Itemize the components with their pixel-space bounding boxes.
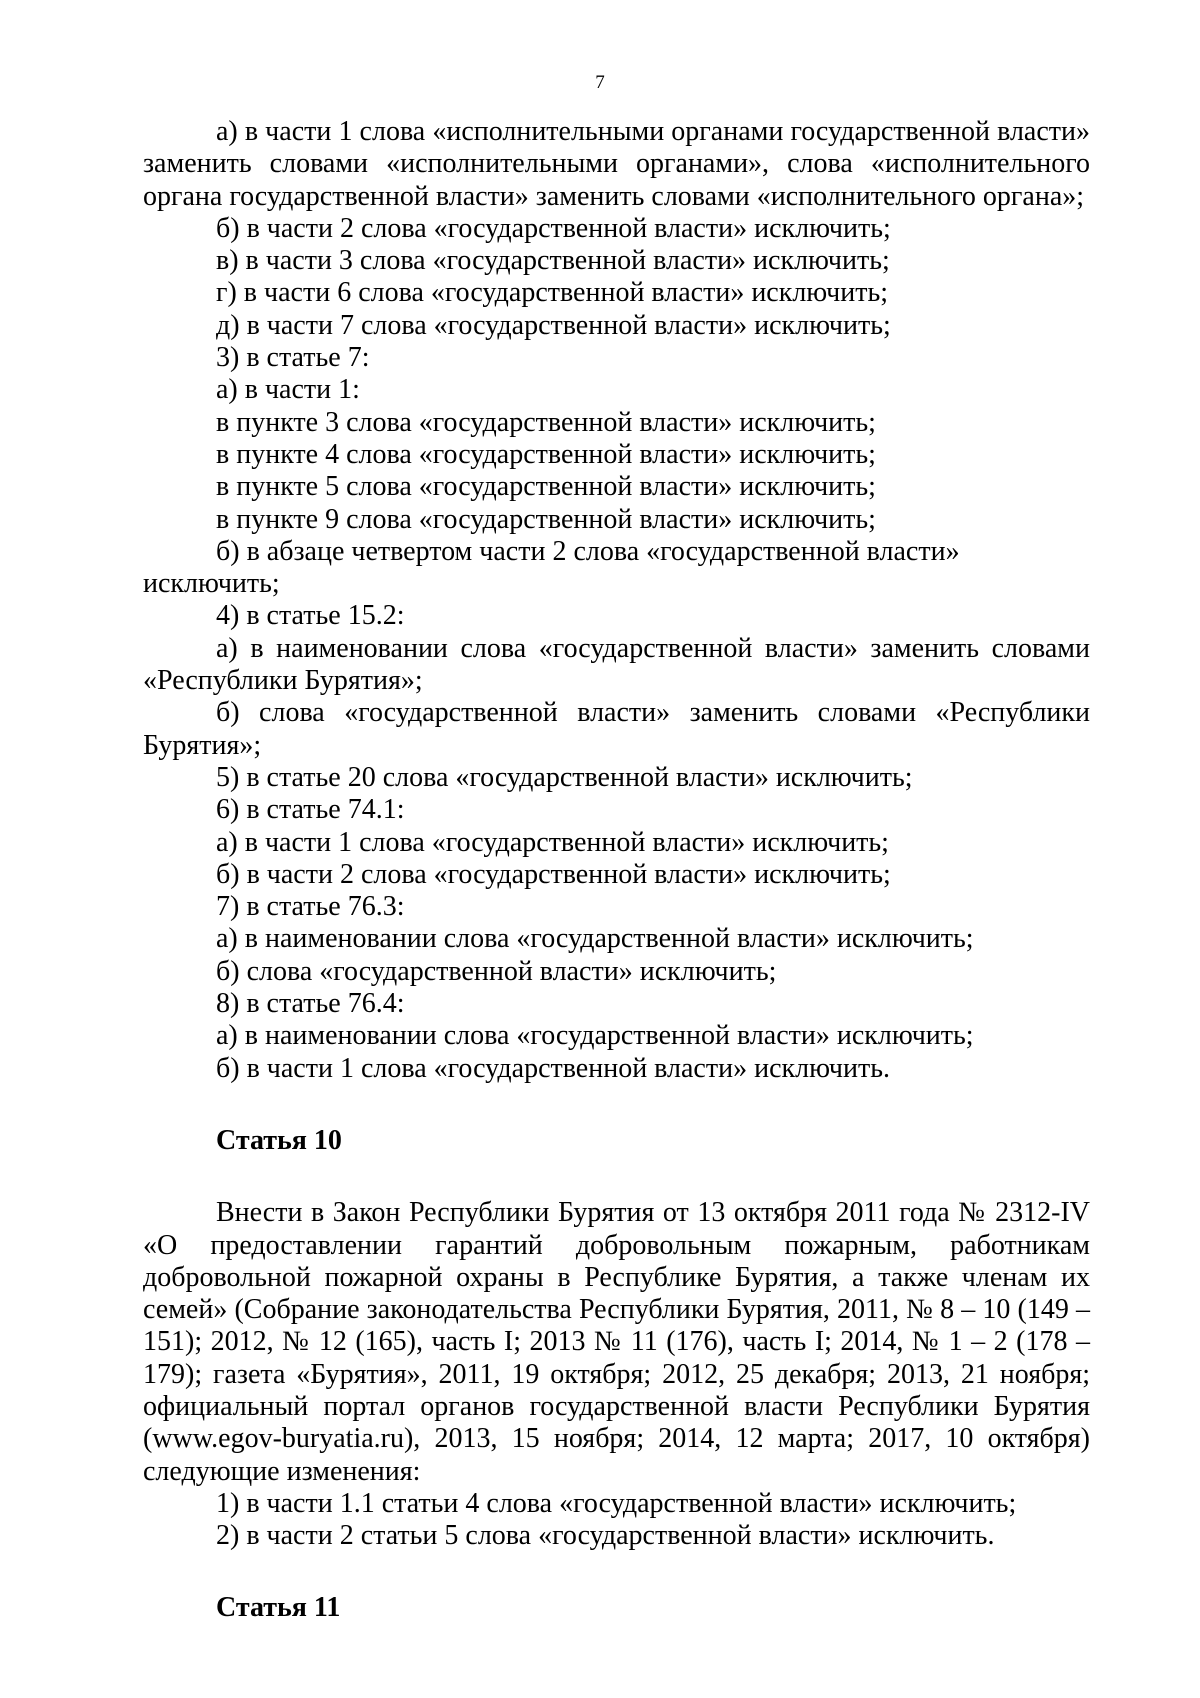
paragraph: б) в части 1 слова «государственной власти» исключить. (216, 1052, 890, 1084)
document-body (143, 116, 1090, 1625)
paragraph: а) в части 1 слова «исполнительными органами государственной власти» заменить словами «исполнительными органами», слова «исполнительного органа государственной власти» заменить словами «исполнительного органа»; (143, 116, 1090, 212)
paragraph: б) в части 2 слова «государственной власти» исключить; (216, 858, 891, 890)
page-number: 7 (595, 72, 605, 93)
paragraph: 7) в статье 76.3: (216, 891, 405, 923)
paragraph: а) в наименовании слова «государственной власти» исключить; (216, 923, 974, 955)
paragraph: в пункте 9 слова «государственной власти» исключить; (216, 503, 876, 535)
paragraph: 1) в части 1.1 статьи 4 слова «государственной власти» исключить; (216, 1487, 1017, 1519)
paragraph: а) в части 1: (216, 374, 360, 406)
paragraph: 8) в статье 76.4: (216, 988, 405, 1020)
paragraph: б) в части 2 слова «государственной власти» исключить; (216, 212, 891, 244)
article-10-heading: Статья 10 (216, 1124, 342, 1156)
spacer (143, 1552, 1090, 1592)
paragraph: 3) в статье 7: (216, 342, 370, 374)
paragraph: в) в части 3 слова «государственной власти» исключить; (216, 245, 890, 277)
paragraph: б) в абзаце четвертом части 2 слова «государственной власти» исключить; (143, 535, 960, 600)
paragraph: б) слова «государственной власти» заменить словами «Республики Бурятия»; (143, 697, 1090, 761)
article-11-heading: Статья 11 (216, 1592, 341, 1624)
paragraph: г) в части 6 слова «государственной власти» исключить; (216, 277, 889, 309)
paragraph: б) слова «государственной власти» исключить; (216, 955, 777, 987)
paragraph: 6) в статье 74.1: (216, 794, 405, 826)
paragraph: а) в части 1 слова «государственной власти» исключить; (216, 826, 889, 858)
paragraph: 4) в статье 15.2: (216, 600, 405, 632)
paragraph: в пункте 3 слова «государственной власти» исключить; (216, 406, 876, 438)
spacer (143, 1085, 1090, 1125)
spacer (143, 1157, 1090, 1197)
paragraph: в пункте 5 слова «государственной власти» исключить; (216, 471, 876, 503)
paragraph: 5) в статье 20 слова «государственной власти» исключить; (216, 761, 913, 793)
paragraph: а) в наименовании слова «государственной власти» исключить; (216, 1020, 974, 1052)
paragraph: а) в наименовании слова «государственной власти» заменить словами «Республики Бурятия»; (143, 632, 1090, 697)
paragraph: д) в части 7 слова «государственной власти» исключить; (216, 309, 891, 341)
paragraph: в пункте 4 слова «государственной власти» исключить; (216, 438, 876, 470)
paragraph: 2) в части 2 статьи 5 слова «государственной власти» исключить. (216, 1520, 995, 1552)
paragraph: Внести в Закон Республики Бурятия от 13 октября 2011 года № 2312-IV «О предоставлении гарантий добровольным пожарным, работникам добровольной пожарной охраны в Республике Бурятия, а также членам их семей» (Собрание законодательства Республики Бурятия, 2011, № 8 – 10 (149 – 151); 2012, № 12 (165), часть I; 2013 № 11 (176), часть I; 2014, № 1 – 2 (178 – 179); газета «Бурятия», 2011, 19 октября; 2012, 25 декабря; 2013, 21 ноября; официальный портал органов государственной власти Республики Бурятия (www.egov-buryatia.ru), 2013, 15 ноября; 2014, 12 марта; 2017, 10 октября) следующие изменения: (143, 1197, 1090, 1487)
